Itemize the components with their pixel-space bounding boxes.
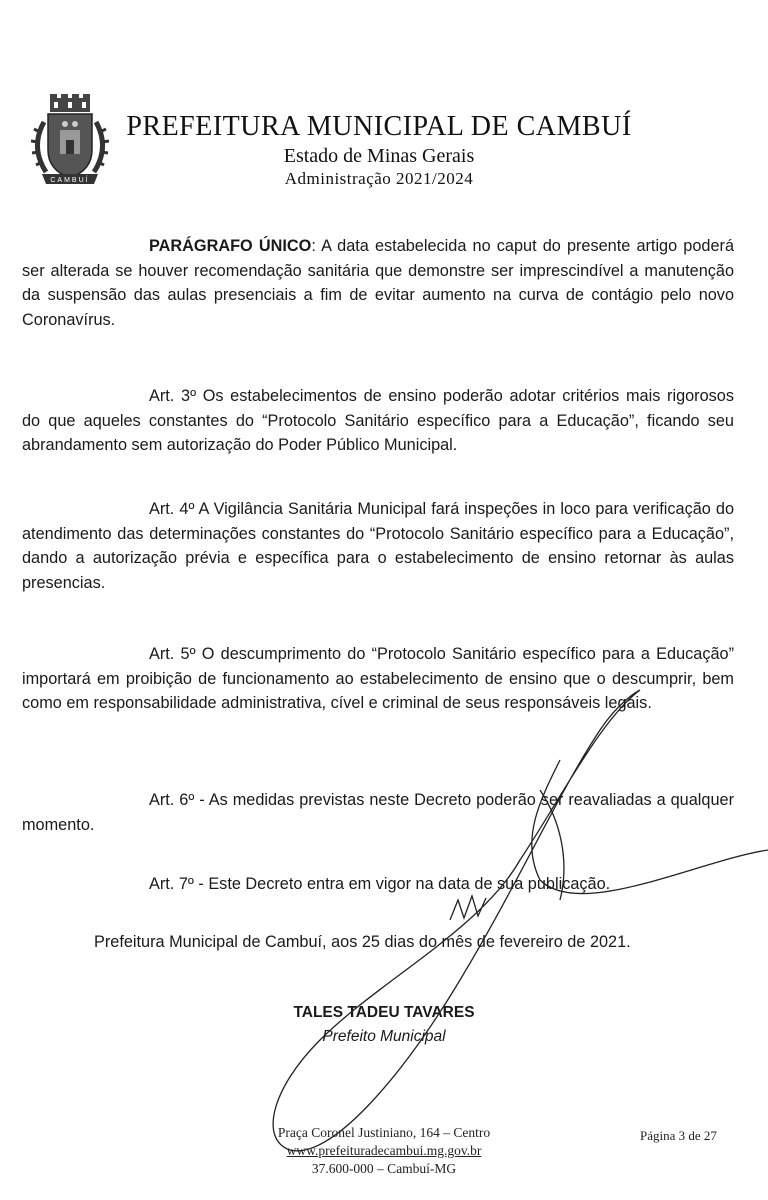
- paragraph-text: : A data estabelecida no caput do presente artigo poderá ser alterada se houver recomendação sanitária que demonstre ser imprescindível a manutenção da suspensão das aulas presenciais a fim de evitar aumento na curva de contágio pelo novo Coronavírus.: [22, 237, 734, 329]
- article-4: Art. 4º A Vigilância Sanitária Municipal fará inspeções in loco para verificação do atendimento das determinações constantes do “Protocolo Sanitário específico para a Educação”, dando a autorização prévia e específica para o estabelecimento de ensino retornar às aulas presencias.: [22, 500, 734, 592]
- article-3: Art. 3º Os estabelecimentos de ensino poderão adotar critérios mais rigorosos do que aqueles constantes do “Protocolo Sanitário específico para a Educação”, ficando seu abrandamento sem autorização do Poder Público Municipal.: [22, 387, 734, 454]
- date-line: Prefeitura Municipal de Cambuí, aos 25 dias do mês de fevereiro de 2021.: [94, 933, 631, 951]
- header-title: PREFEITURA MUNICIPAL DE CAMBUÍ: [126, 111, 632, 142]
- paragraph-lead: PARÁGRAFO ÚNICO: [149, 237, 312, 255]
- article-5: Art. 5º O descumprimento do “Protocolo Sanitário específico para a Educação” importará em proibição de funcionamento ao estabelecimento de ensino que o descumprir, bem como em responsabilidade administrativa, cível e criminal de seus responsáveis legais.: [22, 645, 734, 712]
- footer-address: Praça Coronel Justiniano, 164 – Centro: [277, 1125, 491, 1140]
- paragrafo-unico: [22, 234, 734, 332]
- crest-text: CAMBUÍ: [50, 177, 90, 184]
- signatory-name: TALES TADEU TAVARES: [293, 1004, 475, 1021]
- letterhead: [120, 110, 638, 190]
- website-link[interactable]: www.prefeituradecambui.mg.gov.br: [286, 1143, 482, 1158]
- footer-cep: 37.600-000 – Cambuí-MG: [311, 1161, 457, 1176]
- article-7: Art. 7º - Este Decreto entra em vigor na data de sua publicação.: [149, 875, 611, 893]
- header-administration: Administração 2021/2024: [284, 169, 474, 188]
- article-6: Art. 6º - As medidas previstas neste Decreto poderão ser reavaliadas a qualquer momento.: [22, 791, 734, 834]
- signatory-role: Prefeito Municipal: [322, 1028, 446, 1045]
- page-number: Página 3 de 27: [640, 1128, 717, 1143]
- header-subtitle: Estado de Minas Gerais: [283, 145, 475, 167]
